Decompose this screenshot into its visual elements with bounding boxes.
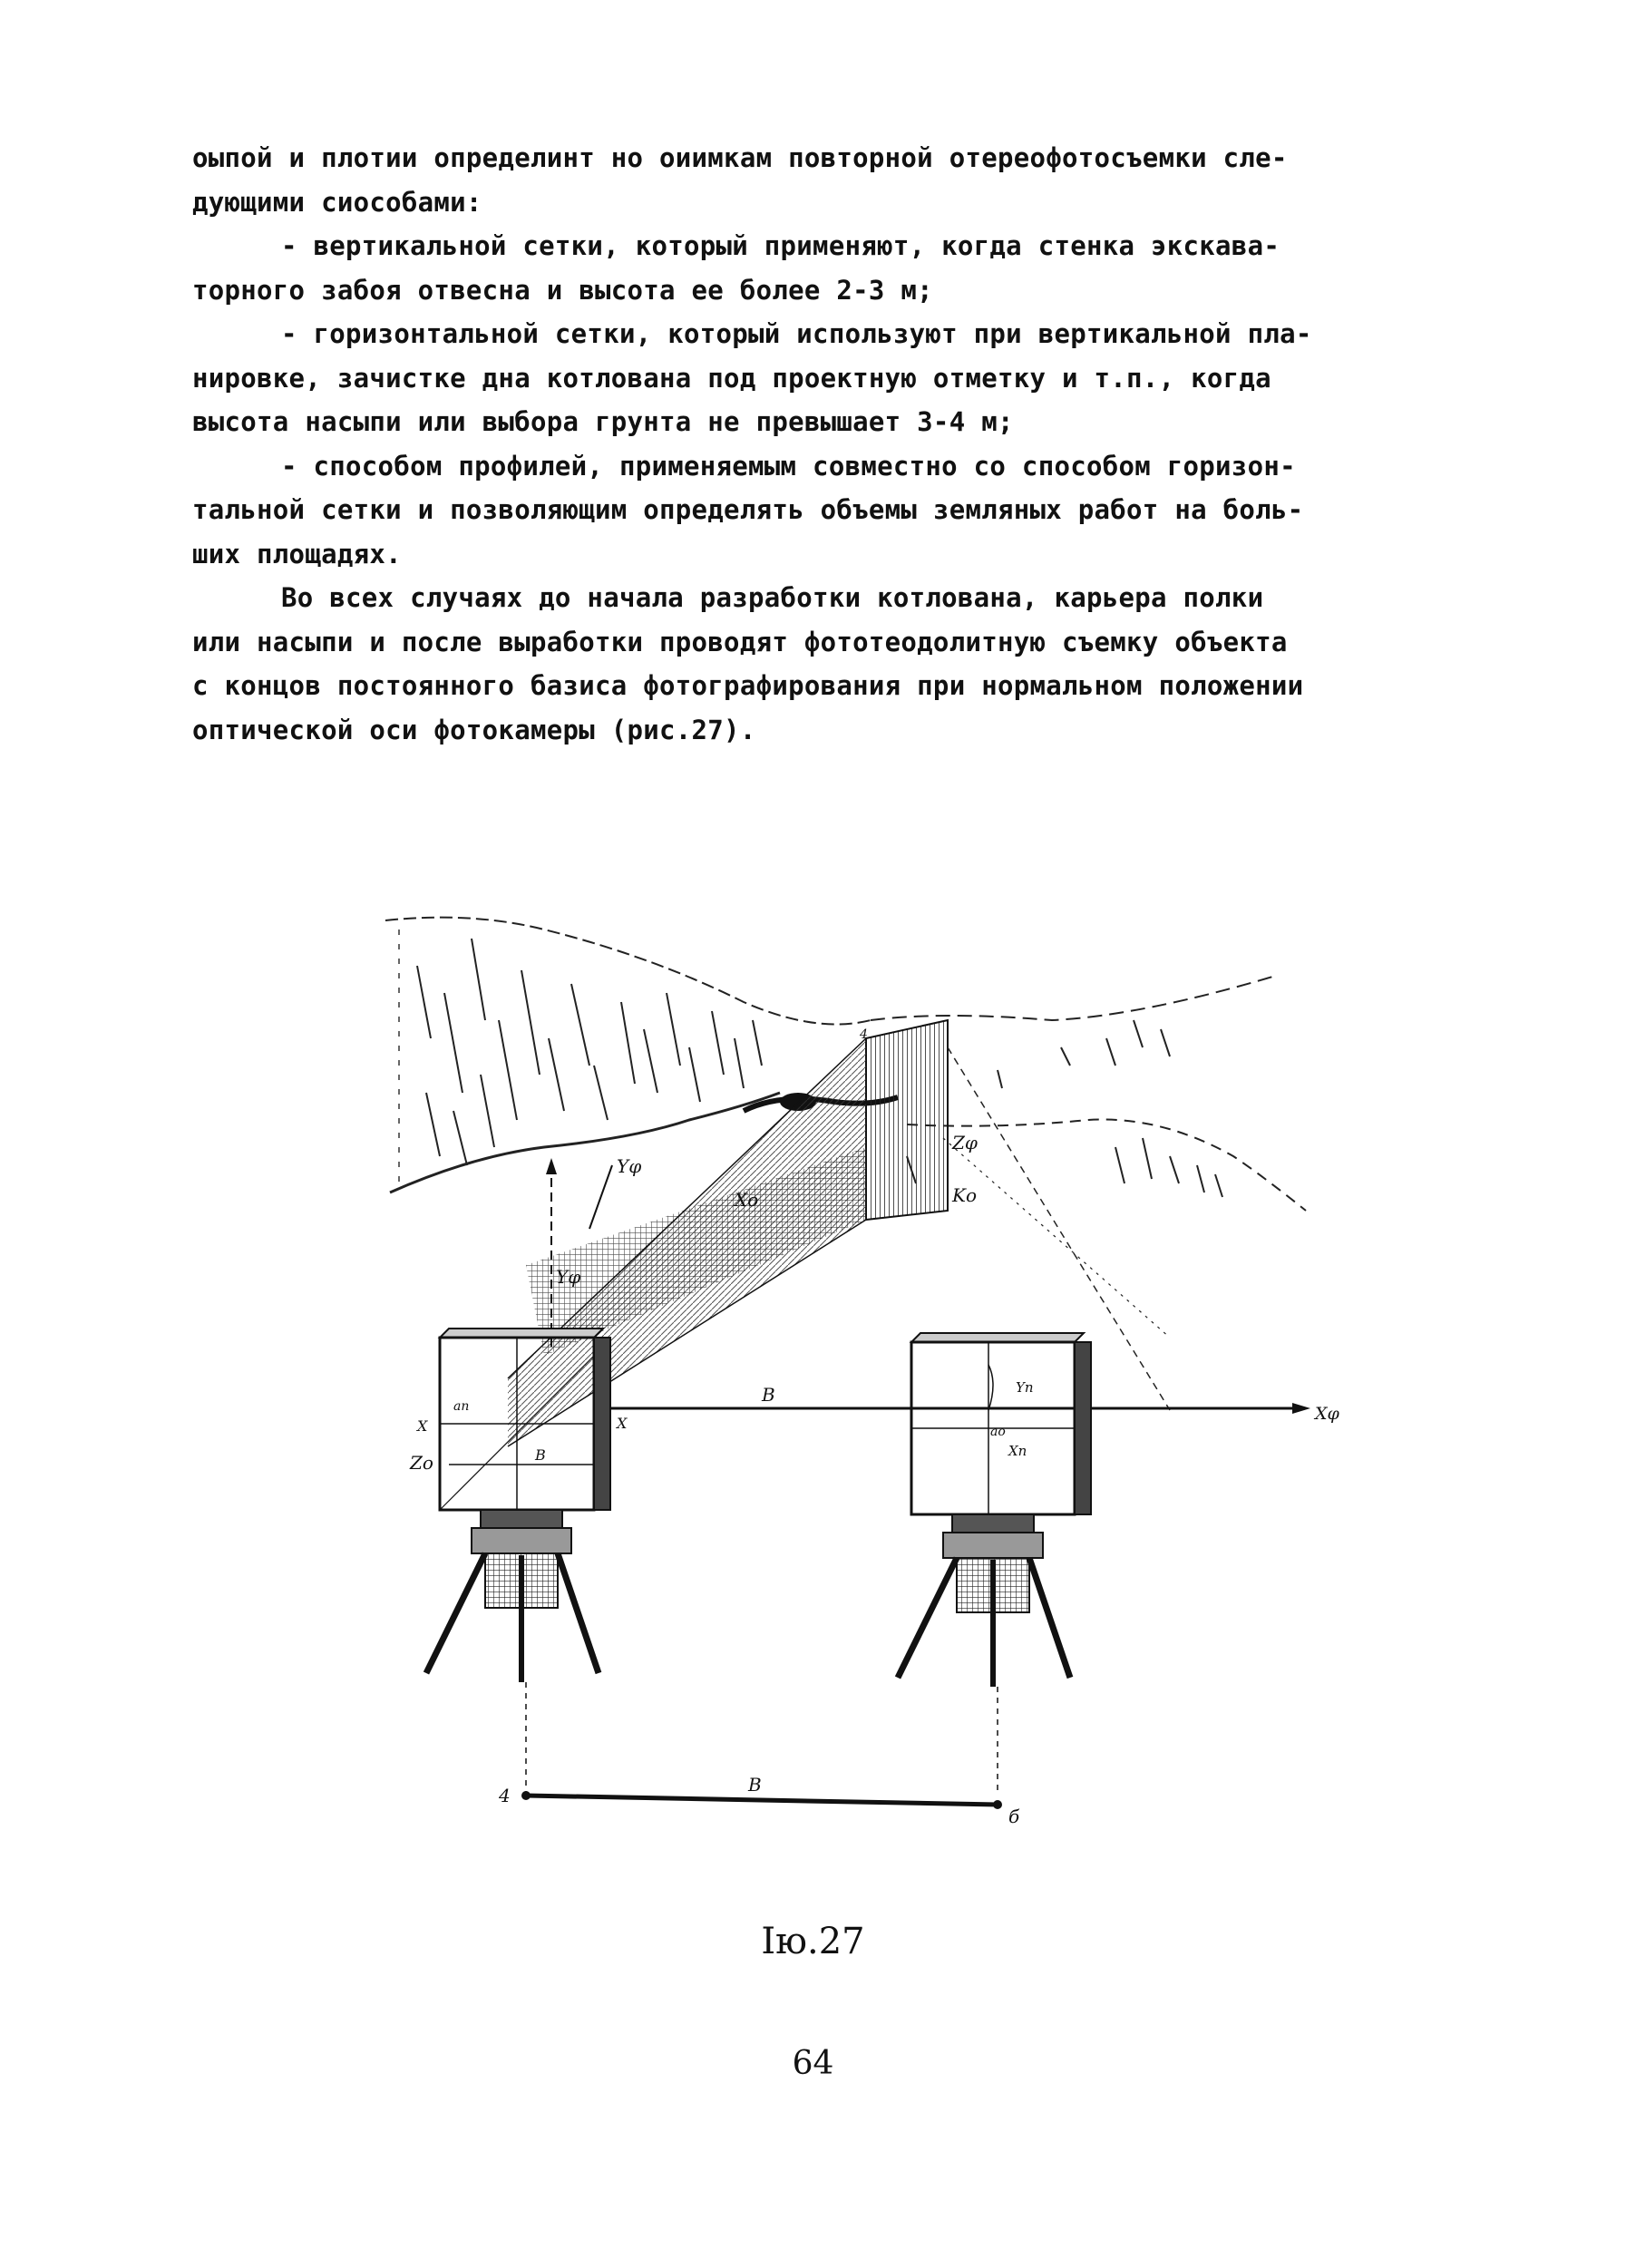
label-top-point: 4 xyxy=(860,1027,868,1042)
figure-phototheodolite-survey xyxy=(363,884,1339,1827)
label-x-left: X xyxy=(417,1417,428,1435)
label-z-phi: Zφ xyxy=(952,1132,978,1153)
label-point-left: 4 xyxy=(499,1785,511,1806)
label-z-left: Zо xyxy=(410,1452,433,1474)
label-k-o: Kо xyxy=(952,1184,977,1206)
text-line: - горизонтальной сетки, который используют при вертикальной пла- xyxy=(281,318,1312,349)
figure-caption: Iю.27 xyxy=(761,1921,865,1962)
right-tripod xyxy=(898,1514,1070,1796)
label-y-phi-mid: Yφ xyxy=(556,1266,581,1288)
text-line: ших площадях. xyxy=(192,538,402,569)
label-point-right: б xyxy=(1008,1806,1020,1827)
label-y-n: Yn xyxy=(1016,1379,1034,1396)
label-a-n: an xyxy=(453,1399,470,1414)
text-line: тальной сетки и позволяющим определять объемы земляных работ на боль- xyxy=(192,494,1304,525)
label-x-phi: Xφ xyxy=(1315,1404,1339,1424)
text-line: с концов постоянного базиса фотографирования при нормальном положении xyxy=(192,670,1304,701)
text-line: дующими сиособами: xyxy=(192,186,482,218)
label-y-phi-top: Yφ xyxy=(617,1155,642,1177)
right-camera xyxy=(911,1333,1091,1514)
label-x-o: Xо xyxy=(735,1189,759,1211)
text-line: оыпой и плотии определинт но оиимкам повторной отереофотосъемки сле- xyxy=(192,142,1288,173)
label-x-n: Xn xyxy=(1008,1443,1027,1459)
label-basis-top: B xyxy=(762,1384,775,1406)
figure-drawing xyxy=(363,884,1339,1827)
text-line: высота насыпи или выбора грунта не превышает 3-4 м; xyxy=(192,406,1014,437)
label-b-small: B xyxy=(535,1446,546,1464)
label-x-mid: X xyxy=(617,1415,628,1432)
text-line: Во всех случаях до начала разработки котлована, карьера полки xyxy=(281,582,1264,613)
text-line: торного забоя отвесна и высота ее более 2-3 м; xyxy=(192,274,933,306)
body-text xyxy=(192,136,1444,752)
label-basis-bottom: B xyxy=(748,1774,762,1796)
text-line: оптической оси фотокамеры (рис.27). xyxy=(192,714,756,745)
text-line: или насыпи и после выработки проводят фототеодолитную съемку объекта xyxy=(192,626,1288,657)
text-line: - вертикальной сетки, который применяют, когда стенка экскава- xyxy=(281,230,1280,261)
page-number: 64 xyxy=(792,2045,834,2082)
x-axis-basis xyxy=(594,1403,1310,1414)
left-tripod xyxy=(426,1510,599,1796)
label-a-o: ao xyxy=(990,1425,1006,1439)
text-line: нировке, зачистке дна котлована под проектную отметку и т.п., когда xyxy=(192,362,1271,394)
ground-basis xyxy=(521,1791,1002,1809)
text-line: - способом профилей, применяемым совместно со способом горизон- xyxy=(281,450,1296,482)
